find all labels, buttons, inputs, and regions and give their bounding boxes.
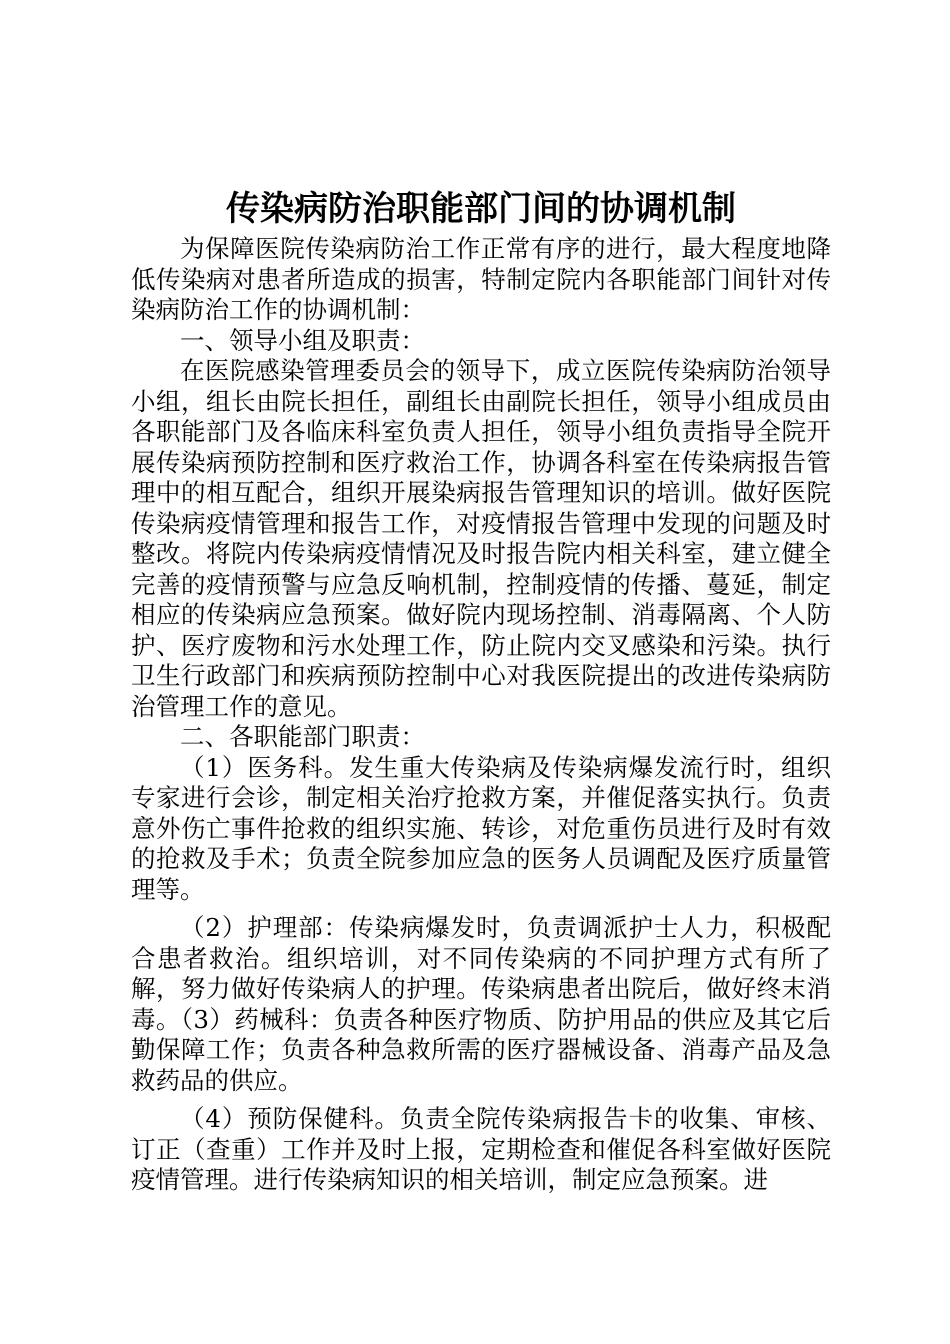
document-title: 传染病防治职能部门间的协调机制 bbox=[226, 189, 736, 229]
leadership-paragraph: 在医院感染管理委员会的领导下，成立医院传染病防治领导小组，组长由院长担任，副组长由副院长担任，领导小组成员由各职能部门及各临床科室负责人担任，领导小组负责指导全院开展传染病预防控制和医疗救治工作，协调各科室在传染病报告管理中的相互配合，组织开展染病报告管理知识的培训。做好医院传染病疫情管理和报告工作，对疫情报告管理中发现的问题及时整改。将院内传染病疫情情况及时报告院内相关科室，建立健全完善的疫情预警与应急反响机制，控制疫情的传播、蔓延，制定相应的传染病应急预案。做好院内现场控制、消毒隔离、个人防护、医疗废物和污水处理工作，防止院内交叉感染和污染。执行卫生行政部门和疾病预防控制中心对我医院提出的改进传染病防治管理工作的意见。 bbox=[131, 356, 831, 721]
intro-paragraph: 为保障医院传染病防治工作正常有序的进行，最大程度地降低传染病对患者所造成的损害，特制定院内各职能部门间针对传染病防治工作的协调机制： bbox=[131, 234, 831, 324]
section-heading-leadership: 一、领导小组及职责： bbox=[180, 325, 425, 355]
section-heading-departments: 二、各职能部门职责： bbox=[180, 722, 425, 751]
prevention-paragraph: （4）预防保健科。负责全院传染病报告卡的收集、审核、订正（查重）工作并及时上报，定期检查和催促各科室做好医院疫情管理。进行传染病知识的相关培训，制定应急预案。进 bbox=[131, 1104, 831, 1194]
nursing-pharmacy-paragraph: （2）护理部：传染病爆发时，负责调派护士人力，积极配合患者救治。组织培训，对不同传染病的不同护理方式有所了解，努力做好传染病人的护理。传染病患者出院后，做好终末消毒。（3）药械科：负责各种医疗物质、防护用品的供应及其它后勤保障工作；负责各种急救所需的医疗器械设备、消毒产品及急救药品的供应。 bbox=[131, 913, 831, 1095]
medical-affairs-paragraph: （1）医务科。发生重大传染病及传染病爆发流行时，组织专家进行会诊，制定相关治疗抢救方案，并催促落实执行。负责意外伤亡事件抢救的组织实施、转诊，对危重伤员进行及时有效的抢救及手术；负责全院参加应急的医务人员调配及医疗质量管理等。 bbox=[131, 752, 831, 904]
document-page bbox=[131, 186, 831, 1196]
